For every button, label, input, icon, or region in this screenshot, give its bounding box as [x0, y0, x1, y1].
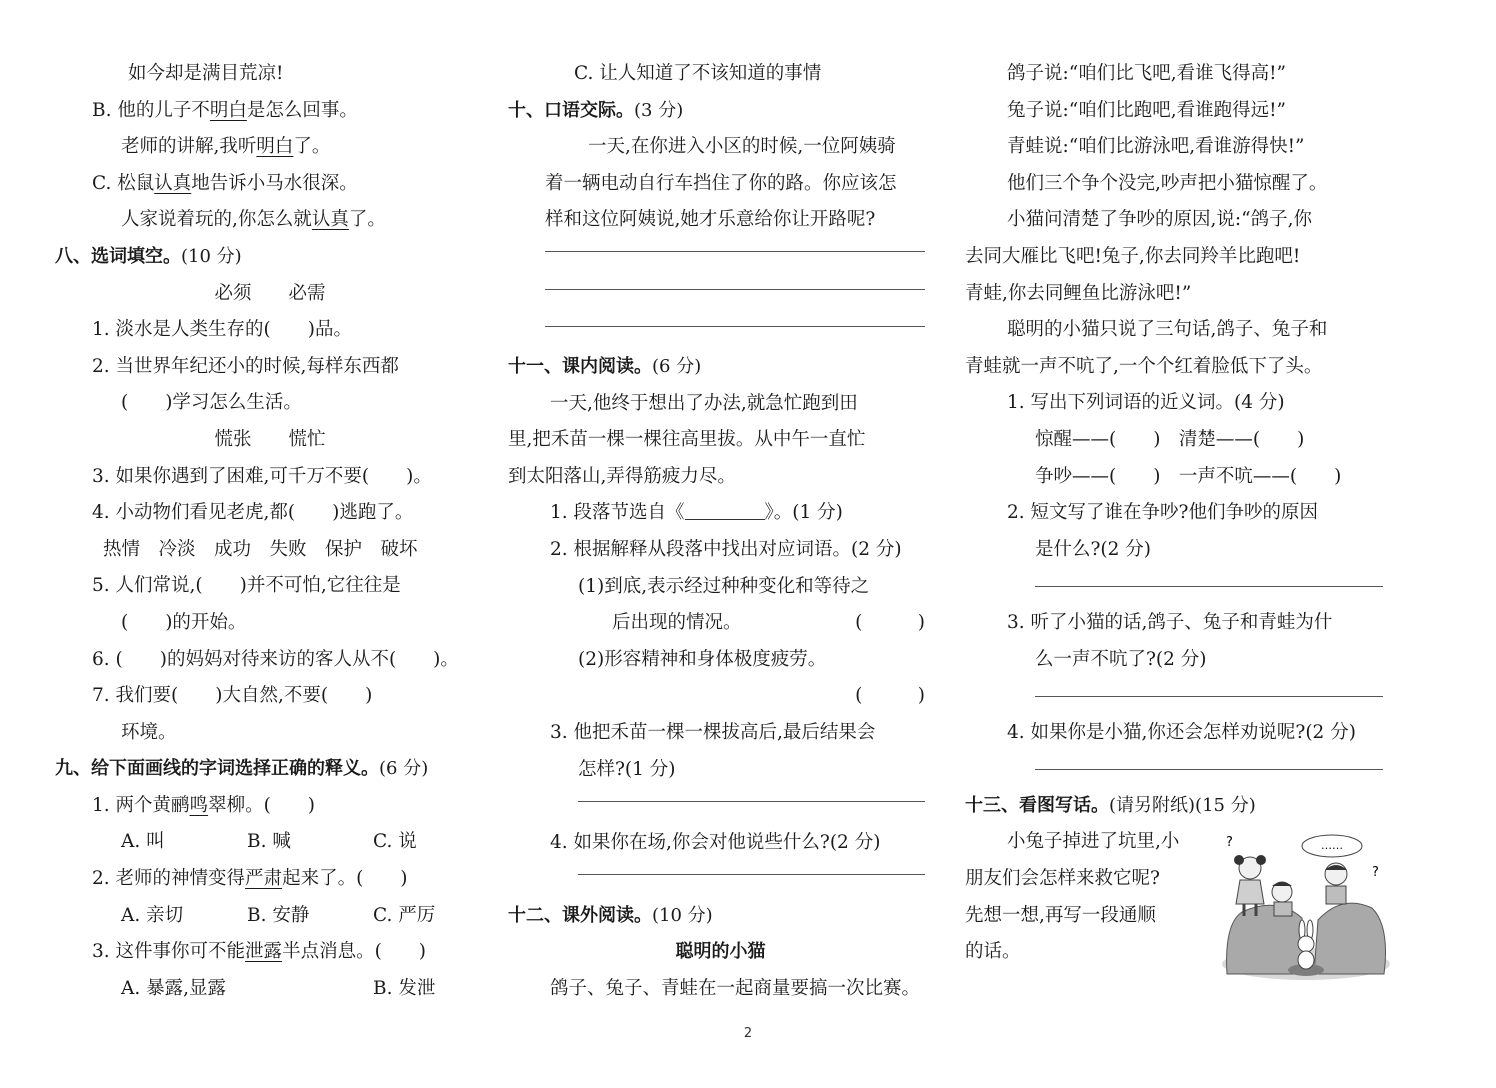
section-8-heading — [55, 239, 485, 276]
prompt-line: 一天,在你进入小区的时候,一位阿姨骑 — [588, 136, 896, 158]
right-rock — [1314, 903, 1386, 974]
answer-paren[interactable]: ( ) — [855, 685, 925, 707]
word-bank-1: 必须 必需 — [214, 282, 326, 304]
option: A. 亲切 — [121, 904, 184, 926]
girl-hair-bun — [1234, 855, 1244, 865]
passage-line: 里,把禾苗一棵一棵往高里拔。从中午一直忙 — [508, 429, 866, 451]
question-4: 4. 小动物们看见老虎,都( )逃跑了。 — [92, 502, 414, 524]
underlined-word: 鸣 — [189, 794, 209, 816]
answer-area[interactable] — [508, 788, 933, 825]
text-line: 如今却是满目荒凉! — [128, 63, 284, 84]
story-line: 小猫问清楚了争吵的原因,说:“鸽子,你 — [1007, 209, 1312, 231]
text: 人家说着玩的,你怎么就 — [121, 209, 312, 231]
story-line: 青蛙就一声不吭了,一个个红着脸低下了头。 — [965, 355, 1323, 377]
section-12-heading — [508, 898, 933, 935]
picture-prompt-line: 的话。 — [965, 941, 1021, 963]
fill-blank[interactable] — [685, 501, 765, 520]
option: A. 叫 — [121, 831, 165, 853]
synonym-row-2: 争吵——( ) 一声不吭——( ) — [1035, 465, 1342, 487]
section-title: 十、口语交际。 — [508, 99, 634, 121]
section-title: 九、给下面画线的字词选择正确的释义。 — [55, 758, 379, 780]
boy-hair — [1272, 882, 1292, 886]
reading-question-3-cont: 怎样?(1 分) — [578, 758, 676, 780]
text: 老师的讲解,我听 — [121, 136, 257, 158]
text: 2. 老师的神情变得 — [92, 868, 246, 890]
section-10-heading — [508, 93, 933, 130]
story-line: 去同大雁比飞吧!兔子,你去同羚羊比跑吧! — [965, 245, 1301, 267]
option-b — [55, 93, 485, 130]
reading-question-2: 2. 根据解释从段落中找出对应词语。(2 分) — [550, 538, 902, 560]
story-line: 兔子说:“咱们比跑吧,看谁跑得远!” — [1007, 99, 1286, 121]
question-6: 6. ( )的妈妈对待来访的客人从不( )。 — [92, 648, 459, 670]
text: 3. 这件事你可不能 — [92, 941, 246, 963]
section-title: 十二、课外阅读。 — [508, 904, 652, 926]
speech-bubble-text: …… — [1321, 839, 1343, 852]
question-mark: ? — [1226, 835, 1233, 850]
text: 地告诉小马水很深。 — [191, 172, 358, 194]
section-9-heading — [55, 751, 485, 788]
answer-paren[interactable]: ( ) — [855, 612, 925, 634]
section-points: (10 分) — [181, 245, 242, 267]
story-question-3-cont: 么一声不吭了?(2 分) — [1035, 648, 1207, 670]
text: 1. 段落节选自《 — [550, 502, 685, 524]
section-title: 十三、看图写话。 — [965, 794, 1109, 816]
options-2 — [55, 898, 485, 935]
page-number: 2 — [743, 1026, 753, 1041]
girl-dress — [1236, 880, 1264, 904]
text: 1. 两个黄鹂 — [92, 794, 190, 816]
answer-area[interactable] — [508, 861, 933, 898]
boy-shirt — [1326, 886, 1346, 904]
definition-1-cont — [508, 605, 933, 642]
section-points: (6 分) — [652, 355, 702, 377]
text: 了。 — [293, 136, 331, 158]
answer-area[interactable] — [965, 678, 1395, 715]
story-question-4: 4. 如果你是小猫,你还会怎样劝说呢?(2 分) — [1007, 721, 1356, 743]
definition-2: (2)形容精神和身体极度疲劳。 — [578, 648, 827, 670]
text-line — [55, 202, 485, 239]
word-bank-3: 热情 冷淡 成功 失败 保护 破坏 — [103, 538, 418, 560]
text: 起来了。( ) — [282, 868, 408, 890]
column-left — [55, 56, 485, 1007]
text: 半点消息。( ) — [282, 941, 426, 963]
option: C. 严厉 — [373, 904, 436, 926]
story-question-3: 3. 听了小猫的话,鸽子、兔子和青蛙为什 — [1007, 611, 1333, 633]
answer-area[interactable] — [508, 239, 933, 349]
text-line — [55, 129, 485, 166]
boy-shirt — [1274, 902, 1292, 916]
answer-line[interactable] — [578, 874, 925, 875]
question-mark: ? — [1372, 865, 1379, 880]
story-line: 聪明的小猫只说了三句话,鸽子、兔子和 — [1007, 319, 1328, 341]
story-line: 青蛙说:“咱们比游泳吧,看谁游得快!” — [1007, 136, 1305, 158]
picture-prompt-line: 朋友们会怎样来救它呢? — [965, 868, 1160, 890]
section-points: (请另附纸)(15 分) — [1109, 794, 1256, 816]
story-title: 聪明的小猫 — [675, 941, 766, 963]
section-points: (3 分) — [634, 99, 684, 121]
word-bank-2: 慌张 慌忙 — [214, 428, 326, 450]
story-question-2: 2. 短文写了谁在争吵?他们争吵的原因 — [1007, 502, 1318, 524]
story-line: 鸽子说:“咱们比飞吧,看谁飞得高!” — [1007, 63, 1286, 84]
underlined-word: 认真 — [154, 172, 192, 194]
text: 翠柳。( ) — [208, 794, 315, 816]
text: 》。(1 分) — [764, 502, 843, 524]
meaning-question-1 — [55, 788, 485, 825]
story-question-2-cont: 是什么?(2 分) — [1035, 538, 1152, 560]
text: B. 他的儿子不 — [92, 99, 210, 121]
left-rock — [1227, 905, 1306, 974]
reading-question-3: 3. 他把禾苗一棵一棵拔高后,最后结果会 — [550, 721, 876, 743]
synonym-row-1: 惊醒——( ) 清楚——( ) — [1035, 428, 1305, 450]
question-7-cont: 环境。 — [121, 721, 177, 743]
picture-prompt-line: 先想一想,再写一段通顺 — [965, 904, 1156, 926]
girl-hair-bun — [1256, 855, 1266, 865]
meaning-question-2 — [55, 861, 485, 898]
picture-prompt-line: 小兔子掉进了坑里,小 — [1007, 831, 1180, 853]
option: A. 暴露,显露 — [121, 977, 227, 999]
section-title: 八、选词填空。 — [55, 245, 181, 267]
text: 后出现的情况。 — [612, 612, 742, 634]
option: B. 喊 — [247, 831, 291, 853]
rabbit-body — [1298, 951, 1314, 969]
question-2-cont: ( )学习怎么生活。 — [121, 392, 302, 414]
story-line: 他们三个争个没完,吵声把小猫惊醒了。 — [1007, 172, 1328, 194]
meaning-question-3 — [55, 934, 485, 971]
passage-line: 到太阳落山,弄得筋疲力尽。 — [508, 465, 736, 487]
text: 了。 — [348, 209, 386, 231]
underlined-word: 严肃 — [245, 868, 283, 890]
underlined-word: 明白 — [256, 136, 294, 158]
section-title: 十一、课内阅读。 — [508, 355, 652, 377]
answer-line[interactable] — [578, 801, 925, 802]
answer-line[interactable] — [1035, 696, 1383, 697]
definition-2-answer — [508, 678, 933, 715]
reading-question-1 — [508, 495, 933, 532]
prompt-line: 样和这位阿姨说,她才乐意给你让开路呢? — [545, 209, 876, 231]
option-c — [55, 166, 485, 203]
underlined-word: 明白 — [209, 99, 247, 121]
question-5-cont: ( )的开始。 — [121, 611, 247, 633]
reading-question-4: 4. 如果你在场,你会对他说些什么?(2 分) — [550, 831, 881, 853]
story-line: 青蛙,你去同鲤鱼比游泳吧!” — [965, 282, 1192, 304]
option: B. 发泄 — [373, 977, 436, 999]
answer-area[interactable] — [965, 568, 1395, 605]
passage-line: 一天,他终于想出了办法,就急忙跑到田 — [550, 392, 858, 414]
section-points: (10 分) — [652, 904, 713, 926]
section-points: (6 分) — [379, 758, 429, 780]
rabbit-head — [1298, 936, 1314, 952]
prompt-line: 着一辆电动自行车挡住了你的路。你应该怎 — [545, 172, 897, 194]
section-11-heading — [508, 349, 933, 386]
column-middle — [508, 56, 933, 1008]
answer-line[interactable] — [545, 326, 925, 327]
options-3 — [55, 971, 485, 1008]
option-c: C. 让人知道了不该知道的事情 — [574, 63, 822, 84]
text: C. 松鼠 — [92, 172, 155, 194]
options-1 — [55, 824, 485, 861]
underlined-word: 泄露 — [245, 941, 283, 963]
answer-line[interactable] — [1035, 586, 1383, 587]
question-1: 1. 淡水是人类生存的( )品。 — [92, 319, 352, 341]
question-5: 5. 人们常说,( )并不可怕,它往往是 — [92, 575, 401, 597]
rabbit-pit-illustration — [1222, 834, 1390, 980]
answer-line[interactable] — [545, 251, 925, 252]
question-3: 3. 如果你遇到了困难,可千万不要( )。 — [92, 465, 432, 487]
answer-line[interactable] — [545, 289, 925, 290]
answer-line[interactable] — [1035, 769, 1383, 770]
option: B. 安静 — [247, 904, 310, 926]
question-7: 7. 我们要( )大自然,不要( ) — [92, 685, 373, 707]
answer-area[interactable] — [965, 751, 1395, 788]
option: C. 说 — [373, 831, 417, 853]
section-13-heading — [965, 788, 1395, 825]
underlined-word: 认真 — [311, 209, 349, 231]
story-line: 鸽子、兔子、青蛙在一起商量要搞一次比赛。 — [550, 978, 921, 1000]
text: 是怎么回事。 — [246, 99, 358, 121]
story-question-1: 1. 写出下列词语的近义词。(4 分) — [1007, 392, 1285, 414]
question-2: 2. 当世界年纪还小的时候,每样东西都 — [92, 355, 399, 377]
definition-1: (1)到底,表示经过种种变化和等待之 — [578, 575, 870, 597]
